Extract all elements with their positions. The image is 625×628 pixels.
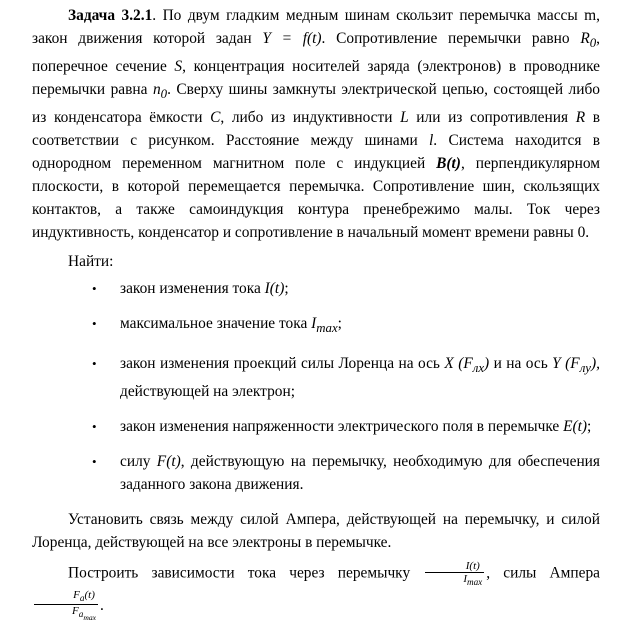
bullet-icon: • <box>92 281 97 297</box>
current-ratio: $\frac{I(t)}{I_{max}}$ <box>425 560 484 588</box>
list-item: • максимальное значение тока $I_{max}$; <box>92 312 600 340</box>
find-list <box>32 277 600 496</box>
list-item: • закон изменения тока I(t); <box>92 277 600 300</box>
distance-l: l <box>429 132 434 150</box>
magnetic-induction-B: B(t) <box>436 155 461 173</box>
list-item: • закон изменения проекций силы Лоренца на ось X $(F_{лx})$ и на ось Y $(F_{лy})$, действующей на электрон; <box>92 352 600 403</box>
bullet-icon: • <box>92 356 97 372</box>
motion-law: Y = f(t) <box>262 30 322 47</box>
capacitance-C: C <box>210 109 221 127</box>
resistance-R0: $R_0$ <box>580 30 597 51</box>
find-label: Найти: <box>68 253 114 271</box>
inductance-L: L <box>400 109 409 127</box>
relation-statement: Установить связь между силой Ампера, действующей на перемычку, и силой Лоренца, действующей на все электроны в перемычке. <box>32 511 600 552</box>
bullet-icon: • <box>92 316 97 332</box>
document-page <box>32 0 600 624</box>
cross-section-S: S <box>174 58 183 76</box>
plot-statement: Построить зависимости тока через перемычку $\frac{I(t)}{I_{max}}$ , силы Ампера $\frac{F_a(t)}{F_{a_{max}}}$ . <box>32 560 600 623</box>
concentration-n0: $n_0$ <box>152 81 168 102</box>
bullet-icon: • <box>92 454 97 470</box>
task-statement: Задача 3.2.1. По двум гладким медным шинам скользит перемычка массы m, закон движения которой задан Y = f(t). Сопротивление перемычки равно $R_0$, поперечное сечение S, концентрация носителей заряда (электронов) в проводнике перемычки равна $n_0$. Сверху шины замкнуты электрической цепью, состоящей либо из конденсатора ёмкости C, либо из индуктивности L или из сопротивления R в соответствии с рисунком. Расстояние между шинами l. Система находится в однородном переменном магнитном поле с индукцией B(t), перпендикулярном плоскости, в которой перемещается перемычка. Сопротивление шин, скользящих контактов, а также самоиндукция контура пренебрежимо малы. Ток через индуктивность, конденсатор и сопротивление в начальный момент времени равны 0. <box>32 7 601 242</box>
bullet-icon: • <box>92 419 97 435</box>
ampere-force-ratio: $\frac{F_a(t)}{F_{a_{max}}}$ <box>34 589 98 624</box>
resistance-R: R <box>575 109 586 127</box>
list-item: • закон изменения напряженности электрического поля в перемычке E(t); <box>92 415 600 438</box>
list-item: • силу F(t), действующую на перемычку, необходимую для обеспечения заданного закона движения. <box>92 450 600 496</box>
task-title: Задача 3.2.1 <box>68 7 153 24</box>
